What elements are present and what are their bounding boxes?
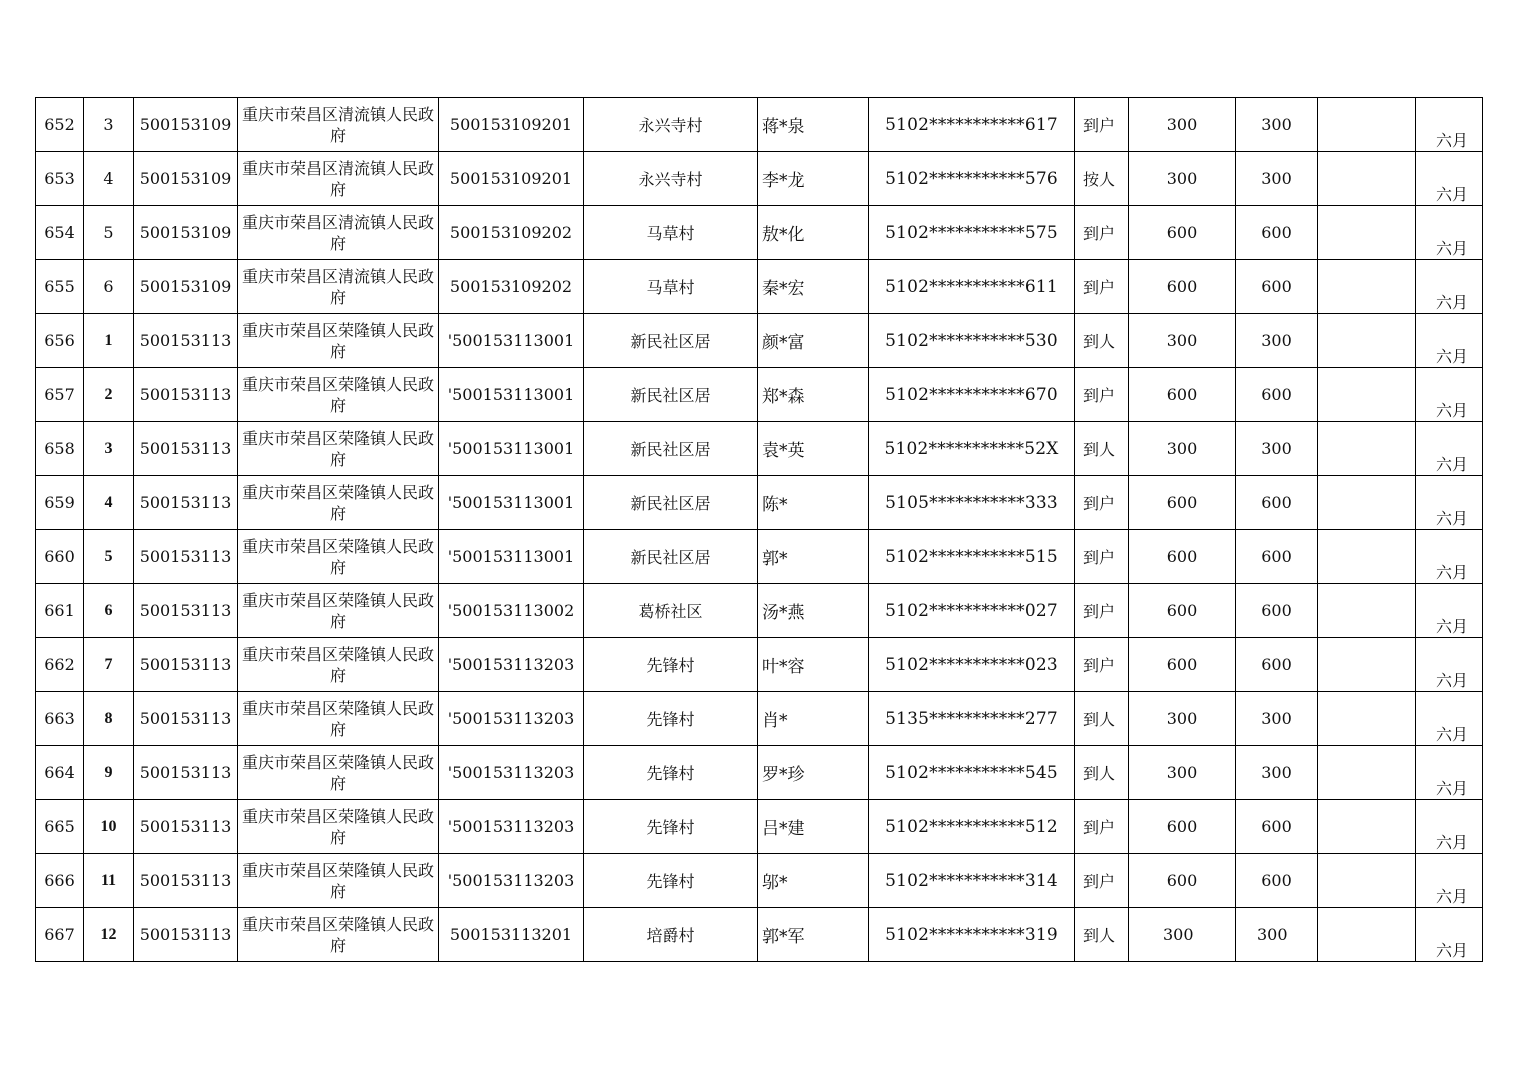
village-name-cell: 先锋村 [584, 638, 758, 692]
org-name-cell: 重庆市荣昌区荣隆镇人民政府 [238, 476, 439, 530]
village-code-cell: '500153113001 [439, 422, 584, 476]
subsidy-type-cell: 按人 [1075, 152, 1129, 206]
id-number-cell: 5102***********545 [869, 746, 1075, 800]
row-number-cell: 659 [36, 476, 84, 530]
org-code-cell: 500153113 [134, 476, 238, 530]
village-name-cell: 新民社区居 [584, 314, 758, 368]
amount-b-cell: 300 [1236, 692, 1318, 746]
person-name-cell: 蒋*泉 [758, 98, 869, 152]
village-name-cell: 先锋村 [584, 746, 758, 800]
org-code-cell: 500153113 [134, 314, 238, 368]
sequence-cell: 6 [84, 260, 134, 314]
month-cell: 六月 [1416, 476, 1483, 530]
person-name-cell: 敖*化 [758, 206, 869, 260]
row-number-cell: 662 [36, 638, 84, 692]
row-number-cell: 654 [36, 206, 84, 260]
village-name-cell: 葛桥社区 [584, 584, 758, 638]
table-row [36, 476, 1483, 530]
village-code-cell: '500153113203 [439, 638, 584, 692]
village-code-cell: 500153109201 [439, 98, 584, 152]
amount-b-cell: 600 [1236, 368, 1318, 422]
id-number-cell: 5102***********314 [869, 854, 1075, 908]
row-number-cell: 664 [36, 746, 84, 800]
amount-a-cell: 600 [1129, 530, 1236, 584]
month-cell: 六月 [1416, 368, 1483, 422]
month-cell: 六月 [1416, 584, 1483, 638]
org-name-cell: 重庆市荣昌区荣隆镇人民政府 [238, 530, 439, 584]
org-code-cell: 500153109 [134, 260, 238, 314]
id-number-cell: 5102***********530 [869, 314, 1075, 368]
month-cell: 六月 [1416, 854, 1483, 908]
row-number-cell: 656 [36, 314, 84, 368]
note-cell [1318, 584, 1416, 638]
person-name-cell: 李*龙 [758, 152, 869, 206]
note-cell [1318, 800, 1416, 854]
note-cell [1318, 638, 1416, 692]
village-code-cell: 500153109201 [439, 152, 584, 206]
sequence-cell: 2 [84, 368, 134, 422]
subsidy-type-cell: 到户 [1075, 530, 1129, 584]
org-code-cell: 500153109 [134, 206, 238, 260]
person-name-cell: 陈* [758, 476, 869, 530]
village-code-cell: '500153113002 [439, 584, 584, 638]
table-row [36, 260, 1483, 314]
subsidy-type-cell: 到人 [1075, 908, 1129, 962]
table-row [36, 422, 1483, 476]
table-row [36, 638, 1483, 692]
amount-b-cell: 300 [1236, 422, 1318, 476]
org-name-cell: 重庆市荣昌区荣隆镇人民政府 [238, 422, 439, 476]
org-name-cell: 重庆市荣昌区荣隆镇人民政府 [238, 368, 439, 422]
village-code-cell: '500153113001 [439, 368, 584, 422]
amount-b-cell: 600 [1236, 584, 1318, 638]
amount-b-cell: 600 [1236, 854, 1318, 908]
id-number-cell: 5102***********617 [869, 98, 1075, 152]
month-cell: 六月 [1416, 530, 1483, 584]
subsidy-type-cell: 到户 [1075, 584, 1129, 638]
person-name-cell: 袁*英 [758, 422, 869, 476]
note-cell [1318, 98, 1416, 152]
subsidy-type-cell: 到户 [1075, 476, 1129, 530]
org-code-cell: 500153113 [134, 692, 238, 746]
org-name-cell: 重庆市荣昌区荣隆镇人民政府 [238, 314, 439, 368]
id-number-cell: 5102***********670 [869, 368, 1075, 422]
amount-a-cell: 300 [1129, 746, 1236, 800]
row-number-cell: 667 [36, 908, 84, 962]
amount-b-cell: 600 [1236, 260, 1318, 314]
village-name-cell: 永兴寺村 [584, 98, 758, 152]
amount-a-cell: 300 [1129, 314, 1236, 368]
sequence-cell: 8 [84, 692, 134, 746]
person-name-cell: 邬* [758, 854, 869, 908]
amount-a-cell: 300 [1129, 692, 1236, 746]
amount-b-cell: 600 [1236, 206, 1318, 260]
amount-b-cell: 300 [1236, 152, 1318, 206]
id-number-cell: 5135***********277 [869, 692, 1075, 746]
village-name-cell: 先锋村 [584, 854, 758, 908]
subsidy-type-cell: 到户 [1075, 206, 1129, 260]
note-cell [1318, 530, 1416, 584]
village-name-cell: 马草村 [584, 260, 758, 314]
month-cell: 六月 [1416, 692, 1483, 746]
note-cell [1318, 368, 1416, 422]
table-row [36, 854, 1483, 908]
org-name-cell: 重庆市荣昌区荣隆镇人民政府 [238, 800, 439, 854]
amount-a-cell: 600 [1129, 800, 1236, 854]
person-name-cell: 郭* [758, 530, 869, 584]
amount-a-cell: 300 [1129, 98, 1236, 152]
row-number-cell: 652 [36, 98, 84, 152]
person-name-cell: 罗*珍 [758, 746, 869, 800]
village-name-cell: 马草村 [584, 206, 758, 260]
sequence-cell: 5 [84, 530, 134, 584]
month-cell: 六月 [1416, 638, 1483, 692]
amount-b-cell: 600 [1236, 530, 1318, 584]
row-number-cell: 657 [36, 368, 84, 422]
data-table [35, 97, 1483, 962]
org-code-cell: 500153113 [134, 746, 238, 800]
month-cell: 六月 [1416, 152, 1483, 206]
row-number-cell: 660 [36, 530, 84, 584]
id-number-cell: 5102***********515 [869, 530, 1075, 584]
row-number-cell: 658 [36, 422, 84, 476]
village-code-cell: 500153113201 [439, 908, 584, 962]
village-code-cell: 500153109202 [439, 206, 584, 260]
amount-a-cell: 300 [1129, 152, 1236, 206]
table-row [36, 314, 1483, 368]
org-code-cell: 500153109 [134, 152, 238, 206]
note-cell [1318, 854, 1416, 908]
sequence-cell: 6 [84, 584, 134, 638]
subsidy-type-cell: 到户 [1075, 854, 1129, 908]
village-name-cell: 先锋村 [584, 800, 758, 854]
subsidy-type-cell: 到户 [1075, 98, 1129, 152]
org-code-cell: 500153113 [134, 368, 238, 422]
org-code-cell: 500153113 [134, 422, 238, 476]
note-cell [1318, 314, 1416, 368]
note-cell [1318, 746, 1416, 800]
row-number-cell: 653 [36, 152, 84, 206]
org-name-cell: 重庆市荣昌区荣隆镇人民政府 [238, 746, 439, 800]
amount-a-cell: 600 [1129, 476, 1236, 530]
village-code-cell: '500153113203 [439, 854, 584, 908]
person-name-cell: 郑*森 [758, 368, 869, 422]
sequence-cell: 3 [84, 422, 134, 476]
sequence-cell: 4 [84, 476, 134, 530]
subsidy-type-cell: 到人 [1075, 746, 1129, 800]
org-code-cell: 500153113 [134, 530, 238, 584]
table-row [36, 800, 1483, 854]
amount-b-cell: 600 [1236, 476, 1318, 530]
person-name-cell: 秦*宏 [758, 260, 869, 314]
note-cell [1318, 908, 1416, 962]
subsidy-type-cell: 到人 [1075, 422, 1129, 476]
row-number-cell: 661 [36, 584, 84, 638]
village-code-cell: '500153113001 [439, 476, 584, 530]
village-code-cell: 500153109202 [439, 260, 584, 314]
org-name-cell: 重庆市荣昌区荣隆镇人民政府 [238, 692, 439, 746]
org-code-cell: 500153113 [134, 638, 238, 692]
person-name-cell: 肖* [758, 692, 869, 746]
village-code-cell: '500153113001 [439, 530, 584, 584]
person-name-cell: 叶*容 [758, 638, 869, 692]
subsidy-type-cell: 到户 [1075, 638, 1129, 692]
sequence-cell: 10 [84, 800, 134, 854]
table-row [36, 530, 1483, 584]
amount-a-cell: 600 [1129, 638, 1236, 692]
village-name-cell: 新民社区居 [584, 476, 758, 530]
month-cell: 六月 [1416, 98, 1483, 152]
subsidy-type-cell: 到户 [1075, 800, 1129, 854]
table-row [36, 692, 1483, 746]
subsidy-type-cell: 到户 [1075, 260, 1129, 314]
note-cell [1318, 692, 1416, 746]
amount-b-cell: 600 [1236, 800, 1318, 854]
table-row [36, 908, 1483, 962]
id-number-cell: 5102***********611 [869, 260, 1075, 314]
note-cell [1318, 260, 1416, 314]
row-number-cell: 655 [36, 260, 84, 314]
table-row [36, 98, 1483, 152]
table-row [36, 206, 1483, 260]
id-number-cell: 5102***********575 [869, 206, 1075, 260]
village-name-cell: 先锋村 [584, 692, 758, 746]
village-code-cell: '500153113001 [439, 314, 584, 368]
village-name-cell: 新民社区居 [584, 422, 758, 476]
id-number-cell: 5102***********319 [869, 908, 1075, 962]
amount-a-cell: 600 [1129, 206, 1236, 260]
table-body [36, 98, 1483, 962]
village-name-cell: 永兴寺村 [584, 152, 758, 206]
table-row [36, 746, 1483, 800]
row-number-cell: 666 [36, 854, 84, 908]
month-cell: 六月 [1416, 800, 1483, 854]
org-name-cell: 重庆市荣昌区清流镇人民政府 [238, 260, 439, 314]
org-code-cell: 500153113 [134, 800, 238, 854]
amount-b-cell: 300 [1236, 314, 1318, 368]
amount-a-cell: 600 [1129, 260, 1236, 314]
org-code-cell: 500153113 [134, 584, 238, 638]
table-row [36, 584, 1483, 638]
sequence-cell: 3 [84, 98, 134, 152]
village-name-cell: 新民社区居 [584, 530, 758, 584]
row-number-cell: 663 [36, 692, 84, 746]
amount-b-cell: 300 [1236, 908, 1318, 962]
month-cell: 六月 [1416, 746, 1483, 800]
subsidy-type-cell: 到人 [1075, 692, 1129, 746]
org-name-cell: 重庆市荣昌区清流镇人民政府 [238, 98, 439, 152]
village-name-cell: 新民社区居 [584, 368, 758, 422]
subsidy-type-cell: 到人 [1075, 314, 1129, 368]
village-name-cell: 培爵村 [584, 908, 758, 962]
id-number-cell: 5102***********576 [869, 152, 1075, 206]
amount-b-cell: 300 [1236, 98, 1318, 152]
org-name-cell: 重庆市荣昌区荣隆镇人民政府 [238, 584, 439, 638]
note-cell [1318, 476, 1416, 530]
org-name-cell: 重庆市荣昌区清流镇人民政府 [238, 206, 439, 260]
note-cell [1318, 152, 1416, 206]
id-number-cell: 5102***********52X [869, 422, 1075, 476]
amount-a-cell: 300 [1129, 422, 1236, 476]
org-name-cell: 重庆市荣昌区荣隆镇人民政府 [238, 638, 439, 692]
sequence-cell: 11 [84, 854, 134, 908]
org-code-cell: 500153109 [134, 98, 238, 152]
row-number-cell: 665 [36, 800, 84, 854]
note-cell [1318, 206, 1416, 260]
org-code-cell: 500153113 [134, 854, 238, 908]
table-row [36, 368, 1483, 422]
month-cell: 六月 [1416, 422, 1483, 476]
person-name-cell: 汤*燕 [758, 584, 869, 638]
org-name-cell: 重庆市荣昌区清流镇人民政府 [238, 152, 439, 206]
month-cell: 六月 [1416, 314, 1483, 368]
person-name-cell: 郭*军 [758, 908, 869, 962]
sequence-cell: 4 [84, 152, 134, 206]
sequence-cell: 12 [84, 908, 134, 962]
id-number-cell: 5102***********027 [869, 584, 1075, 638]
person-name-cell: 颜*富 [758, 314, 869, 368]
id-number-cell: 5102***********512 [869, 800, 1075, 854]
org-name-cell: 重庆市荣昌区荣隆镇人民政府 [238, 854, 439, 908]
month-cell: 六月 [1416, 206, 1483, 260]
amount-a-cell: 600 [1129, 368, 1236, 422]
table-row [36, 152, 1483, 206]
amount-a-cell: 600 [1129, 584, 1236, 638]
org-name-cell: 重庆市荣昌区荣隆镇人民政府 [238, 908, 439, 962]
sequence-cell: 9 [84, 746, 134, 800]
month-cell: 六月 [1416, 908, 1483, 962]
org-code-cell: 500153113 [134, 908, 238, 962]
village-code-cell: '500153113203 [439, 800, 584, 854]
note-cell [1318, 422, 1416, 476]
person-name-cell: 吕*建 [758, 800, 869, 854]
sequence-cell: 7 [84, 638, 134, 692]
village-code-cell: '500153113203 [439, 746, 584, 800]
village-code-cell: '500153113203 [439, 692, 584, 746]
month-cell: 六月 [1416, 260, 1483, 314]
subsidy-type-cell: 到户 [1075, 368, 1129, 422]
amount-b-cell: 600 [1236, 638, 1318, 692]
sequence-cell: 1 [84, 314, 134, 368]
id-number-cell: 5102***********023 [869, 638, 1075, 692]
id-number-cell: 5105***********333 [869, 476, 1075, 530]
amount-a-cell: 300 [1129, 908, 1236, 962]
amount-b-cell: 300 [1236, 746, 1318, 800]
amount-a-cell: 600 [1129, 854, 1236, 908]
sequence-cell: 5 [84, 206, 134, 260]
